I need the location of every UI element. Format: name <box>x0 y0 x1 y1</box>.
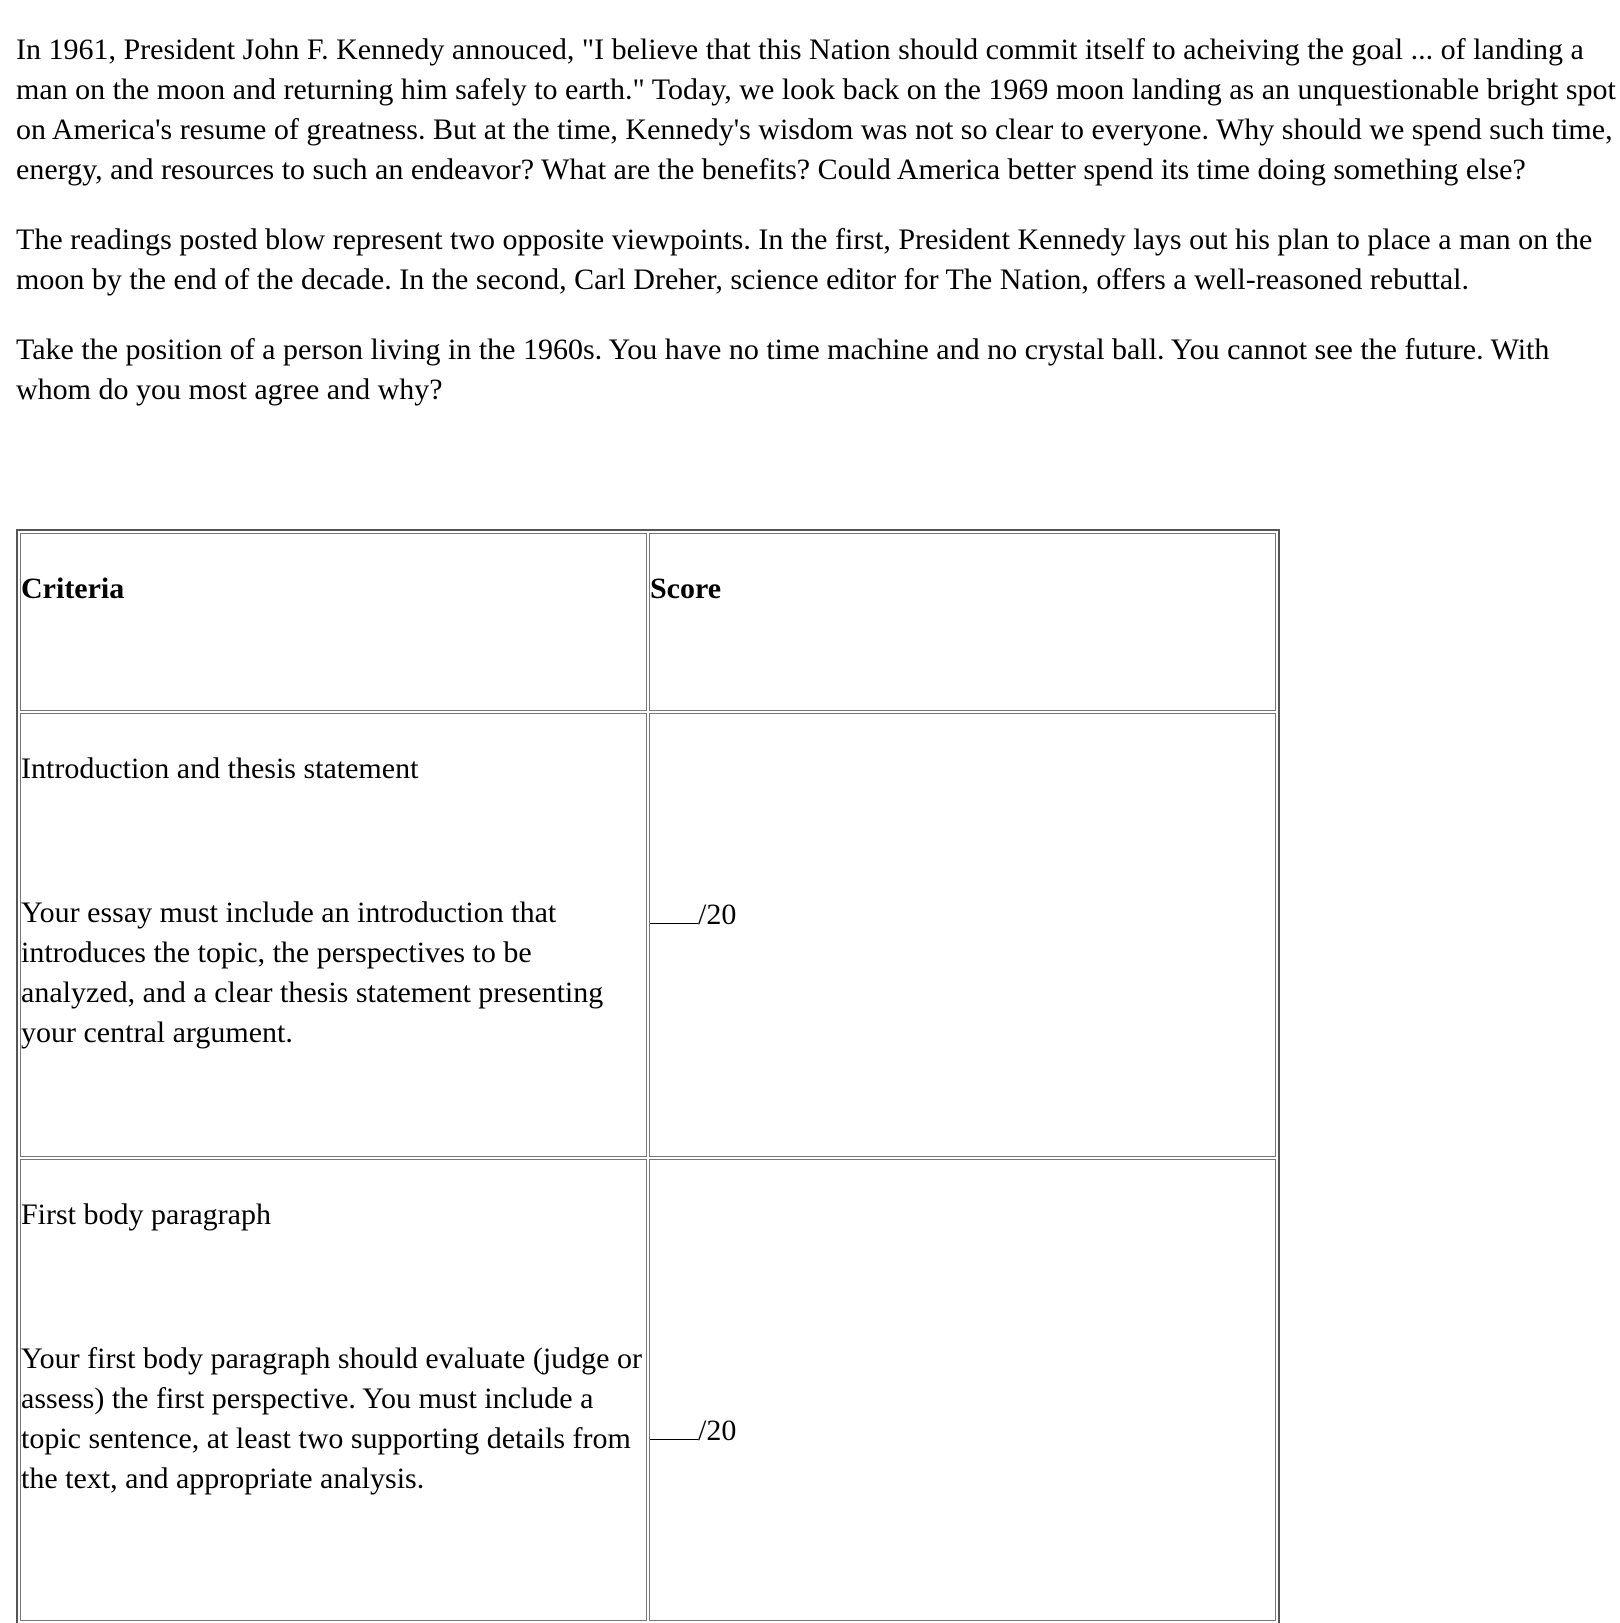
criteria-cell <box>20 713 647 1157</box>
score-blank <box>650 893 698 924</box>
score-value <box>650 893 1275 935</box>
rubric-header-row <box>20 533 1276 711</box>
score-blank <box>650 1409 698 1440</box>
table-row <box>20 1159 1276 1621</box>
score-max: /20 <box>698 898 737 931</box>
rubric-table <box>16 529 1280 1623</box>
score-value <box>650 1409 1275 1451</box>
criteria-title: First body paragraph <box>21 1198 271 1231</box>
assignment-prompt <box>16 30 1616 440</box>
prompt-paragraph-3: Take the position of a person living in the 1960s. You have no time machine and no crystal ball. You cannot see the future. With whom do you most agree and why? <box>16 333 1550 406</box>
prompt-paragraph-1: In 1961, President John F. Kennedy annouced, "I believe that this Nation should commit itself to acheiving the goal ... of landing a man on the moon and returning him safely to earth." Today, we look back on the 1969 moon landing as an unquestionable bright spot on America's resume of greatness. But at the time, Kennedy's wisdom was not so clear to everyone. Why should we spend such time, energy, and resources to such an endeavor? What are the benefits? Could America better spend its time doing something else? <box>16 33 1616 186</box>
score-max: /20 <box>698 1414 737 1447</box>
table-row <box>20 713 1276 1157</box>
prompt-paragraph-2: The readings posted blow represent two opposite viewpoints. In the first, President Kennedy lays out his plan to place a man on the moon by the end of the decade. In the second, Carl Dreher, science editor for The Nation, offers a well-reasoned rebuttal. <box>16 223 1593 296</box>
criteria-title: Introduction and thesis statement <box>21 752 419 785</box>
criteria-description: Your essay must include an introduction that introduces the topic, the perspectives to be analyzed, and a clear thesis statement presenting your central argument. <box>21 896 604 1049</box>
criteria-cell <box>20 1159 647 1621</box>
criteria-header: Criteria <box>20 533 647 711</box>
criteria-description: Your first body paragraph should evaluate (judge or assess) the first perspective. You must include a topic sentence, at least two supporting details from the text, and appropriate analysis. <box>21 1342 642 1495</box>
score-cell <box>649 713 1276 1157</box>
score-cell <box>649 1159 1276 1621</box>
score-header: Score <box>649 533 1276 711</box>
